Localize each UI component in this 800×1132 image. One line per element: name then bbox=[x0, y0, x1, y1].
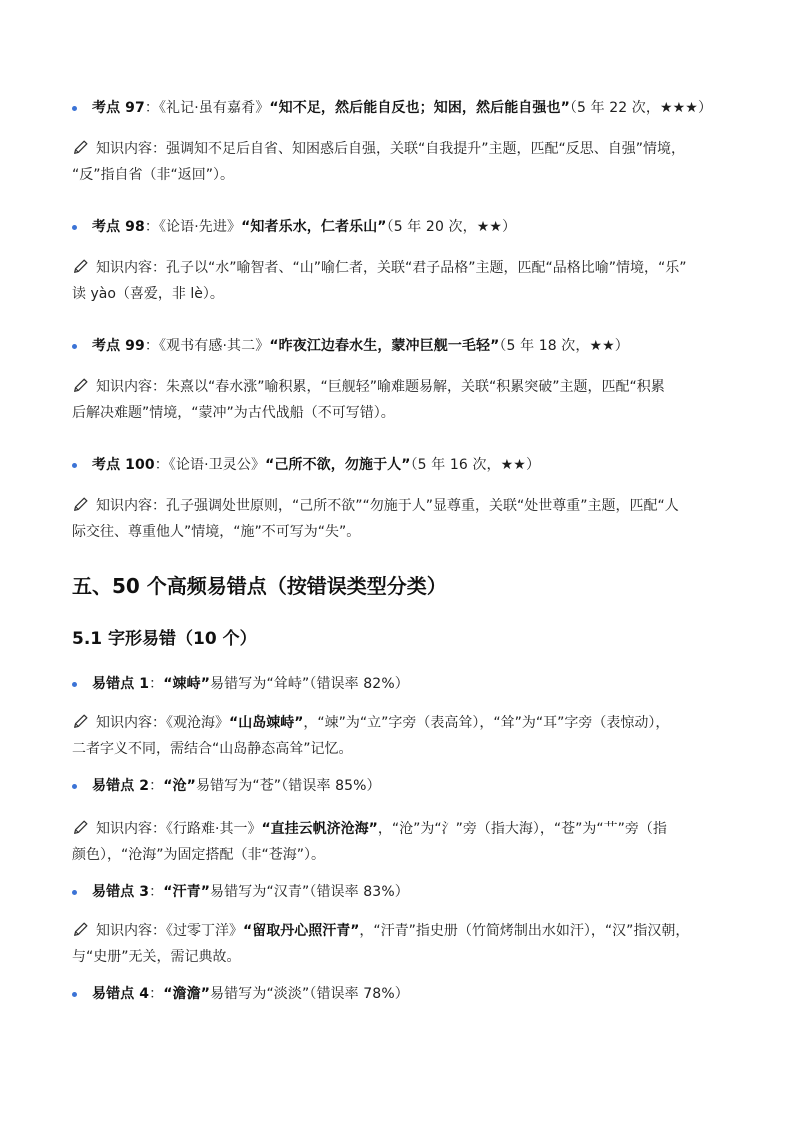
pencil-icon bbox=[72, 376, 90, 394]
list-item bbox=[72, 672, 738, 696]
note-prefix: 知识内容： bbox=[96, 141, 166, 157]
item-error-desc: 易错写为“苍”（错误率 85%） bbox=[195, 778, 381, 794]
note-text-cont: 二者字义不同，需结合“山岛静态高耸”记忆。 bbox=[72, 741, 353, 757]
item-sep: ： bbox=[149, 884, 164, 900]
knowledge-note bbox=[72, 255, 740, 307]
bullet-icon bbox=[72, 463, 77, 468]
item-quote: “知不足，然后能自反也；知困，然后能自强也” bbox=[269, 100, 570, 116]
note-text-cont: 际交往、尊重他人”情境，“施”不可写为“失”。 bbox=[72, 524, 361, 540]
item-term: “沧” bbox=[163, 778, 196, 794]
item-term: “汗青” bbox=[163, 884, 211, 900]
item-source: ：《观书有感·其二》 bbox=[144, 338, 270, 354]
bullet-icon bbox=[72, 682, 77, 687]
bullet-icon bbox=[72, 344, 77, 349]
note-text: ，“沧”为“氵”旁（指大海），“苍”为“艹”旁（指 bbox=[377, 821, 667, 837]
item-label: 考点 100 bbox=[92, 457, 155, 473]
item-label: 考点 98 bbox=[92, 219, 145, 235]
item-term: “竦峙” bbox=[163, 676, 211, 692]
list-item bbox=[72, 774, 738, 798]
note-prefix: 知识内容： bbox=[96, 379, 166, 395]
note-text: ，“竦”为“立”字旁（表高耸），“耸”为“耳”字旁（表惊动）， bbox=[303, 715, 670, 731]
note-text-cont: 颜色），“沧海”为固定搭配（非“苍海”）。 bbox=[72, 847, 326, 863]
item-error-desc: 易错写为“汉青”（错误率 83%） bbox=[210, 884, 409, 900]
note-prefix: 知识内容： bbox=[96, 715, 166, 731]
pencil-icon bbox=[72, 920, 90, 938]
pencil-icon bbox=[72, 712, 90, 730]
item-term: “澹澹” bbox=[163, 986, 211, 1002]
note-quote: “山岛竦峙” bbox=[229, 715, 304, 731]
note-text-cont: 后解决难题”情境，“蒙冲”为古代战船（不可写错）。 bbox=[72, 405, 395, 421]
item-sep: ： bbox=[149, 676, 164, 692]
item-quote: “知者乐水，仁者乐山” bbox=[241, 219, 387, 235]
pencil-icon bbox=[72, 257, 90, 275]
knowledge-note bbox=[72, 136, 740, 188]
note-source: 《观沧海》 bbox=[166, 715, 229, 731]
item-stats: （5 年 20 次，★★） bbox=[386, 219, 517, 235]
list-item bbox=[72, 453, 738, 477]
item-quote: “昨夜江边春水生，蒙冲巨舰一毛轻” bbox=[269, 338, 500, 354]
note-prefix: 知识内容： bbox=[96, 260, 166, 276]
item-stats: （5 年 16 次，★★） bbox=[410, 457, 541, 473]
item-label: 考点 99 bbox=[92, 338, 145, 354]
list-item bbox=[72, 96, 738, 120]
note-source: 《过零丁洋》 bbox=[166, 923, 243, 939]
note-prefix: 知识内容： bbox=[96, 498, 166, 514]
item-source: ：《礼记·虽有嘉肴》 bbox=[144, 100, 270, 116]
item-label: 考点 97 bbox=[92, 100, 145, 116]
bullet-icon bbox=[72, 106, 77, 111]
list-item bbox=[72, 880, 738, 904]
list-item bbox=[72, 215, 738, 239]
item-label: 易错点 4 bbox=[92, 986, 150, 1002]
knowledge-note bbox=[72, 918, 740, 970]
knowledge-note bbox=[72, 374, 740, 426]
bullet-icon bbox=[72, 784, 77, 789]
note-text: 朱熹以“春水涨”喻积累，“巨舰轻”喻难题易解，关联“积累突破”主题，匹配“积累 bbox=[166, 379, 665, 395]
note-prefix: 知识内容： bbox=[96, 923, 166, 939]
list-item bbox=[72, 334, 738, 358]
note-text: ，“汗青”指史册（竹简烤制出水如汗），“汉”指汉朝， bbox=[359, 923, 690, 939]
item-label: 易错点 1 bbox=[92, 676, 150, 692]
bullet-icon bbox=[72, 890, 77, 895]
item-stats: （5 年 22 次，★★★） bbox=[569, 100, 713, 116]
item-label: 易错点 3 bbox=[92, 884, 150, 900]
note-source: 《行路难·其一》 bbox=[166, 821, 262, 837]
item-sep: ： bbox=[149, 986, 164, 1002]
section-heading: 五、50 个高频易错点（按错误类型分类） bbox=[72, 574, 447, 598]
item-source: ：《论语·卫灵公》 bbox=[154, 457, 266, 473]
note-text: 孔子以“水”喻智者、“山”喻仁者，关联“君子品格”主题，匹配“品格比喻”情境，“乐” bbox=[166, 260, 687, 276]
pencil-icon bbox=[72, 495, 90, 513]
note-text: 孔子强调处世原则，“己所不欲”“勿施于人”显尊重，关联“处世尊重”主题，匹配“人 bbox=[166, 498, 679, 514]
note-text-cont: 与“史册”无关，需记典故。 bbox=[72, 949, 241, 965]
note-quote: “留取丹心照汗青” bbox=[243, 923, 360, 939]
note-text: 强调知不足后自省、知困惑后自强，关联“自我提升”主题，匹配“反思、自强”情境， bbox=[166, 141, 686, 157]
bullet-icon bbox=[72, 225, 77, 230]
pencil-icon bbox=[72, 138, 90, 156]
knowledge-note bbox=[72, 816, 740, 868]
pencil-icon bbox=[72, 818, 90, 836]
item-label: 易错点 2 bbox=[92, 778, 150, 794]
bullet-icon bbox=[72, 992, 77, 997]
note-text-cont: “反”指自省（非“返回”）。 bbox=[72, 167, 235, 183]
note-text-cont: 读 yào（喜爱，非 lè）。 bbox=[72, 286, 224, 302]
item-source: ：《论语·先进》 bbox=[144, 219, 242, 235]
item-quote: “己所不欲，勿施于人” bbox=[265, 457, 411, 473]
note-quote: “直挂云帆济沧海” bbox=[261, 821, 378, 837]
list-item bbox=[72, 982, 738, 1006]
item-error-desc: 易错写为“淡淡”（错误率 78%） bbox=[210, 986, 409, 1002]
item-sep: ： bbox=[149, 778, 164, 794]
note-prefix: 知识内容： bbox=[96, 821, 166, 837]
knowledge-note bbox=[72, 710, 740, 762]
item-stats: （5 年 18 次，★★） bbox=[499, 338, 629, 354]
knowledge-note bbox=[72, 493, 740, 545]
subsection-heading: 5.1 字形易错（10 个） bbox=[72, 629, 257, 649]
item-error-desc: 易错写为“耸峙”（错误率 82%） bbox=[210, 676, 409, 692]
